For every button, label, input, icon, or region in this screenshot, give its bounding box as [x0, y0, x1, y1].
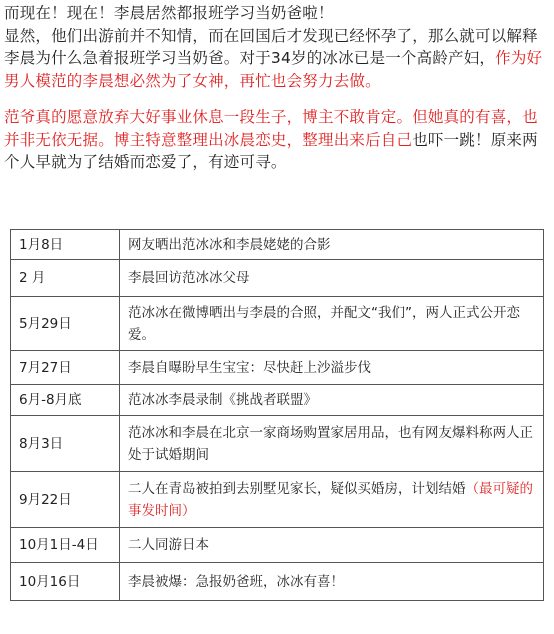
event-cell: 范冰冰在微博晒出与李晨的合照，并配文“我们”，两人正式公开恋爱。: [120, 297, 544, 351]
paragraph-2-highlight: 范爷真的愿意放弃大好事业休息一段生子，博主不敢肯定。但她真的有喜，也并非无依无据。博主特意整理出冰晨恋史，整理出来后自己: [4, 108, 538, 149]
date-cell: 1月8日: [11, 230, 120, 260]
event-cell: 李晨回访范冰冰父母: [120, 260, 544, 297]
paragraph-1-highlight: 作为好男人模范的李晨想必然为了女神，再忙也会努力去做。: [4, 49, 543, 90]
date-cell: 10月16日: [11, 563, 120, 601]
table-row: [11, 528, 544, 563]
event-cell: 范冰冰李晨录制《挑战者联盟》: [120, 385, 544, 416]
date-cell: 5月29日: [11, 297, 120, 351]
event-cell: 范冰冰和李晨在北京一家商场购置家居用品，也有网友爆料称两人正处于试婚期间: [120, 416, 544, 472]
table-row: [11, 416, 544, 472]
event-cell: [120, 472, 544, 528]
event-text: 二人在青岛被拍到去别墅见家长，疑似买婚房，计划结婚: [128, 480, 466, 497]
event-highlight: （最可疑的事发时间）: [128, 480, 533, 519]
date-cell: 8月3日: [11, 416, 120, 472]
timeline-table: [10, 229, 544, 601]
date-cell: 2 月: [11, 260, 120, 297]
event-cell: 李晨自曝盼早生宝宝：尽快赶上沙溢步伐: [120, 351, 544, 385]
table-row: [11, 385, 544, 416]
table-row: [11, 297, 544, 351]
paragraph-2: [4, 106, 550, 174]
event-cell: 二人同游日本: [120, 528, 544, 563]
table-row: [11, 230, 544, 260]
date-cell: 9月22日: [11, 472, 120, 528]
paragraph-1: [4, 25, 550, 93]
date-cell: 10月1日-4日: [11, 528, 120, 563]
article-body: [4, 2, 550, 180]
table-row: [11, 260, 544, 297]
event-cell: 网友晒出范冰冰和李晨姥姥的合影: [120, 230, 544, 260]
date-cell: 6月-8月底: [11, 385, 120, 416]
paragraph-2-text: 也吓一跳！原来两个人早就为了结婚而恋爱了，有迹可寻。: [4, 130, 538, 171]
table-row: [11, 472, 544, 528]
table-row: [11, 351, 544, 385]
date-cell: 7月27日: [11, 351, 120, 385]
headline: 而现在！现在！李晨居然都报班学习当奶爸啦！: [4, 4, 334, 22]
event-cell: 李晨被爆：急报奶爸班，冰冰有喜！: [120, 563, 544, 601]
table-row: [11, 563, 544, 601]
paragraph-1-text: 显然，他们出游前并不知情，而在回国后才发现已经怀孕了，那么就可以解释李晨为什么急着报班学习当奶爸。对于34岁的冰冰已是一个高龄产妇，: [4, 26, 538, 67]
